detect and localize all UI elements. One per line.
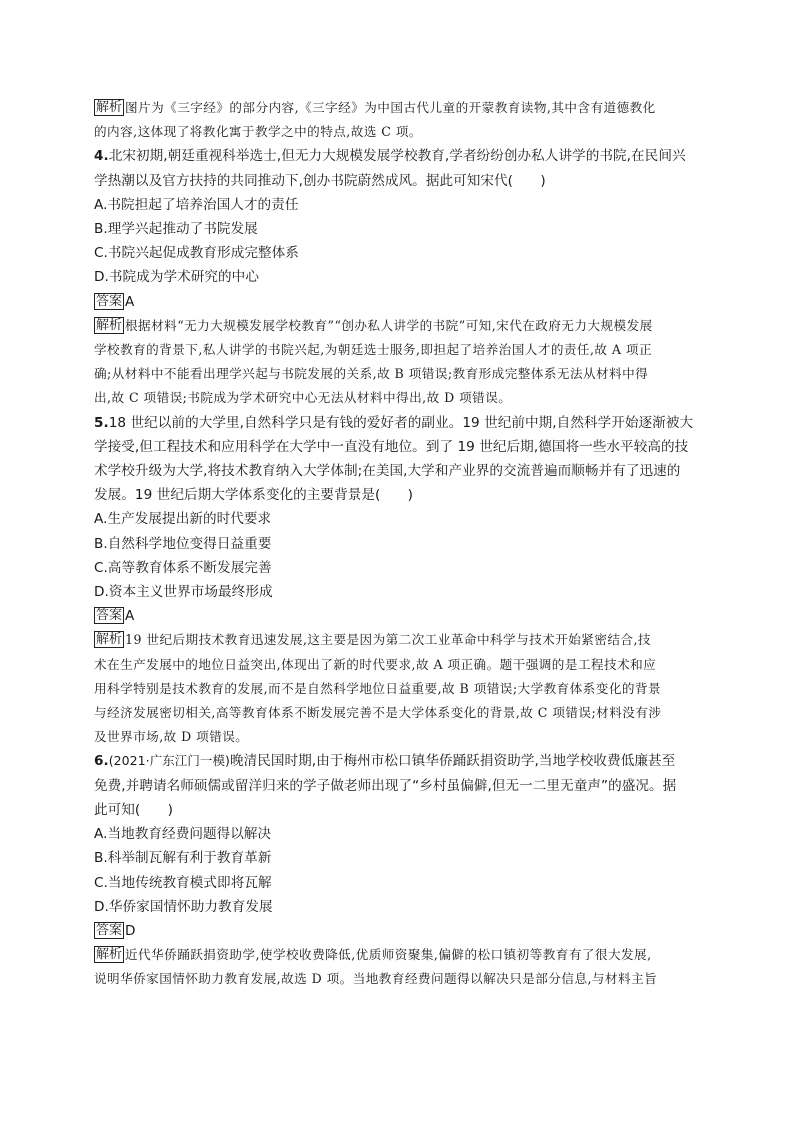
stem-line: 学热潮以及官方扶持的共同推动下,创办书院蔚然成风。据此可知宋代( ) xyxy=(94,172,546,189)
option-d: D.资本主义世界市场最终形成 xyxy=(94,584,273,601)
option-b: B.理学兴起推动了书院发展 xyxy=(94,221,258,238)
analysis-line: 学校教育的背景下,私人讲学的书院兴起,为朝廷选士服务,即担起了培养治国人才的责任,故 A 项正 xyxy=(94,342,653,358)
stem-line: 此可知( ) xyxy=(94,801,173,818)
analysis-tag: 解析 xyxy=(96,317,123,333)
analysis-line: 根据材料“无力大规模发展学校教育”“创办私人讲学的书院”可知,宋代在政府无力大规模发展 xyxy=(125,317,653,333)
analysis-line: 确;从材料中不能看出理学兴起与书院发展的关系,故 B 项错误;教育形成完整体系无法从材料中得 xyxy=(94,366,649,382)
answer-value: A xyxy=(125,608,135,625)
answer-row xyxy=(94,290,699,314)
analysis-line: 19 世纪后期技术教育迅速发展,这主要是因为第二次工业革命中科学与技术开始紧密结合,技 xyxy=(125,632,651,648)
question-number: 6. xyxy=(94,753,109,770)
analysis-block-3 xyxy=(94,96,699,120)
analysis-line: 图片为《三字经》的部分内容,《三字经》为中国古代儿童的开蒙教育读物,其中含有道德教化 xyxy=(125,100,656,115)
option-a: A.生产发展提出新的时代要求 xyxy=(94,511,272,528)
question-6-stem xyxy=(94,749,699,773)
answer-value: A xyxy=(125,293,135,310)
analysis-block-4 xyxy=(94,314,699,338)
analysis-line: 术在生产发展中的地位日益突出,体现出了新的时代要求,故 A 项正确。题干强调的是工程技术和应 xyxy=(94,656,657,672)
stem-line: 发展。19 世纪后期大学体系变化的主要背景是( ) xyxy=(94,487,413,504)
document-page xyxy=(94,96,699,992)
question-number: 4. xyxy=(94,148,109,165)
analysis-tag: 解析 xyxy=(96,947,123,963)
option-a: A.当地教育经费问题得以解决 xyxy=(94,826,272,843)
stem-line: 晚清民国时期,由于梅州市松口镇华侨踊跃捐资助学,当地学校收费低廉甚至 xyxy=(229,753,676,770)
stem-line: 术学校升级为大学,将技术教育纳入大学体制;在美国,大学和产业界的交流普遍而顺畅并有了迅速的 xyxy=(94,463,681,480)
stem-line: 免费,并聘请名师硕儒或留洋归来的学子做老师出现了“乡村虽偏僻,但无一二里无童声”的盛况。据 xyxy=(94,777,677,794)
option-b: B.自然科学地位变得日益重要 xyxy=(94,535,272,552)
answer-tag: 答案 xyxy=(96,922,123,938)
option-c: C.高等教育体系不断发展完善 xyxy=(94,559,272,576)
option-a: A.书院担起了培养治国人才的责任 xyxy=(94,196,299,213)
answer-tag: 答案 xyxy=(96,608,123,624)
analysis-block-6 xyxy=(94,943,699,967)
option-c: C.当地传统教育模式即将瓦解 xyxy=(94,874,272,891)
analysis-line: 与经济发展密切相关,高等教育体系不断发展完善不是大学体系变化的背景,故 C 项错误;材料没有涉 xyxy=(94,705,662,721)
analysis-line: 的内容,这体现了将教化寓于教学之中的特点,故选 C 项。 xyxy=(94,124,422,140)
stem-line: 学接受,但工程技术和应用科学在大学中一直没有地位。到了 19 世纪后期,德国将一些水平较高的技 xyxy=(94,438,689,455)
option-b: B.科举制瓦解有利于教育革新 xyxy=(94,850,272,867)
question-source: (2021·广东江门一模) xyxy=(108,753,230,769)
answer-tag: 答案 xyxy=(96,293,123,309)
analysis-line: 用科学特别是技术教育的发展,而不是自然科学地位日益重要,故 B 项错误;大学教育体系变化的背景 xyxy=(94,680,662,696)
analysis-line: 出,故 C 项错误;书院成为学术研究中心无法从材料中得出,故 D 项错误。 xyxy=(94,390,512,406)
analysis-line: 说明华侨家国情怀助力教育发展,故选 D 项。当地教育经费问题得以解决只是部分信息,与材料主旨 xyxy=(94,971,658,987)
option-c: C.书院兴起促成教育形成完整体系 xyxy=(94,245,299,262)
analysis-line: 近代华侨踊跃捐资助学,使学校收费降低,优质师资聚集,偏僻的松口镇初等教育有了很大发展, xyxy=(125,947,652,963)
option-d: D.华侨家国情怀助力教育发展 xyxy=(94,898,273,915)
answer-row xyxy=(94,604,699,628)
analysis-line: 及世界市场,故 D 项错误。 xyxy=(94,729,249,745)
analysis-block-5 xyxy=(94,628,699,652)
analysis-tag: 解析 xyxy=(96,100,123,115)
answer-value: D xyxy=(125,922,136,939)
question-4-stem xyxy=(94,144,699,168)
analysis-tag: 解析 xyxy=(96,632,123,648)
stem-line: 北宋初期,朝廷重视科举选士,但无力大规模发展学校教育,学者纷纷创办私人讲学的书院,在民间兴 xyxy=(108,148,686,165)
stem-line: 18 世纪以前的大学里,自然科学只是有钱的爱好者的副业。19 世纪前中期,自然科学开始逐渐被大 xyxy=(108,414,694,431)
question-number: 5. xyxy=(94,414,109,431)
answer-row xyxy=(94,919,699,943)
option-d: D.书院成为学术研究的中心 xyxy=(94,269,259,286)
question-5-stem xyxy=(94,411,699,435)
